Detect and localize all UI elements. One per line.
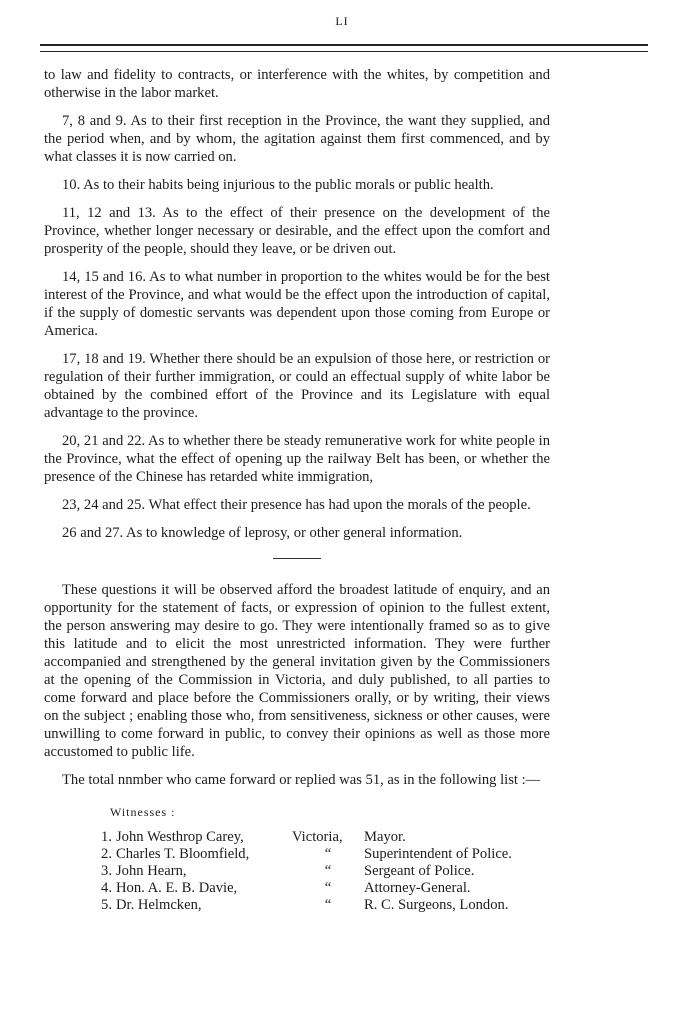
witness-number: 4. bbox=[101, 880, 112, 896]
witnesses-heading: Witnesses : bbox=[110, 805, 176, 819]
paragraph: 7, 8 and 9. As to their first reception in the Province, the want they supplied, and the period when, and by whom, the agitation against them first commenced, and by what classes it is now carried on. bbox=[44, 113, 550, 165]
witness-number: 3. bbox=[101, 863, 112, 879]
witness-location: Victoria, bbox=[292, 829, 343, 845]
witness-role: Attorney-General. bbox=[364, 880, 471, 896]
witness-number: 2. bbox=[101, 846, 112, 862]
witness-row bbox=[44, 897, 550, 914]
header-rule-thin bbox=[40, 51, 648, 52]
witness-role: Sergeant of Police. bbox=[364, 863, 475, 879]
witness-location: “ bbox=[324, 880, 332, 896]
page-number: LI bbox=[335, 14, 349, 28]
witness-location: “ bbox=[324, 863, 332, 879]
witness-location: “ bbox=[324, 846, 332, 862]
witness-name: Dr. Helmcken, bbox=[116, 897, 202, 913]
witness-name: Hon. A. E. B. Davie, bbox=[116, 880, 238, 896]
witness-name: John Hearn, bbox=[116, 863, 187, 879]
paragraph: 26 and 27. As to knowledge of leprosy, or other general information. bbox=[62, 525, 463, 541]
paragraph: to law and fidelity to contracts, or interference with the whites, by competition and otherwise in the labor market. bbox=[44, 67, 550, 101]
witness-row bbox=[44, 829, 550, 846]
paragraph: These questions it will be observed afford the broadest latitude of enquiry, and an opportunity for the statement of facts, or expression of opinion to the fullest extent, the person answering may desire to go. They were intentionally framed so as to give this latitude and to elicit the most unrestricted information. They were further accompanied and strengthened by the general invitation given by the Commissioners at the opening of the Commission in Victoria, and duly published, to all parties to come forward and place before the Commissioners orally, or by writing, their views on the subject ; enabling those who, from sensitiveness, sickness or other causes, were unwilling to come forward in public, to convey their opinions as well as those more accustomed to public life. bbox=[44, 582, 550, 760]
paragraph: 17, 18 and 19. Whether there should be an expulsion of those here, or restriction or regulation of their further immigration, or could an effectual supply of white labor be obtained by the combined effort of the Province and its Legislature with equal advantage to the province. bbox=[44, 351, 550, 421]
page-body bbox=[44, 66, 550, 914]
witness-name: Charles T. Bloomfield, bbox=[116, 846, 250, 862]
paragraph: 11, 12 and 13. As to the effect of their presence on the development of the Province, whether longer necessary or desirable, and the effect upon the comfort and prosperity of the people, should they leave, or be driven out. bbox=[44, 205, 550, 257]
witness-row bbox=[44, 846, 550, 863]
paragraph: 14, 15 and 16. As to what number in proportion to the whites would be for the best interest of the Province, and what would be the effect upon the introduction of capital, if the supply of domestic servants was dependent upon those coming from Europe or America. bbox=[44, 269, 550, 339]
witness-list bbox=[44, 829, 550, 914]
witness-role: Superintendent of Police. bbox=[364, 846, 512, 862]
paragraph: 10. As to their habits being injurious to the public morals or public health. bbox=[62, 177, 494, 193]
paragraph: 20, 21 and 22. As to whether there be steady remunerative work for white people in the Province, what the effect of opening up the railway Belt has been, or whether the presence of the Chinese has retarded white immigration, bbox=[44, 433, 550, 485]
witness-number: 1. bbox=[101, 829, 112, 845]
witness-role: R. C. Surgeons, London. bbox=[364, 897, 509, 913]
witness-row bbox=[44, 863, 550, 880]
witness-number: 5. bbox=[101, 897, 112, 913]
witness-name: John Westhrop Carey, bbox=[116, 829, 244, 845]
witness-location: “ bbox=[324, 897, 332, 913]
witness-role: Mayor. bbox=[364, 829, 406, 845]
section-separator bbox=[273, 558, 321, 559]
header-rule bbox=[40, 44, 648, 46]
paragraph: The total nnmber who came forward or replied was 51, as in the following list :— bbox=[62, 772, 541, 788]
paragraph: 23, 24 and 25. What effect their presence has had upon the morals of the people. bbox=[62, 497, 531, 513]
witness-row bbox=[44, 880, 550, 897]
